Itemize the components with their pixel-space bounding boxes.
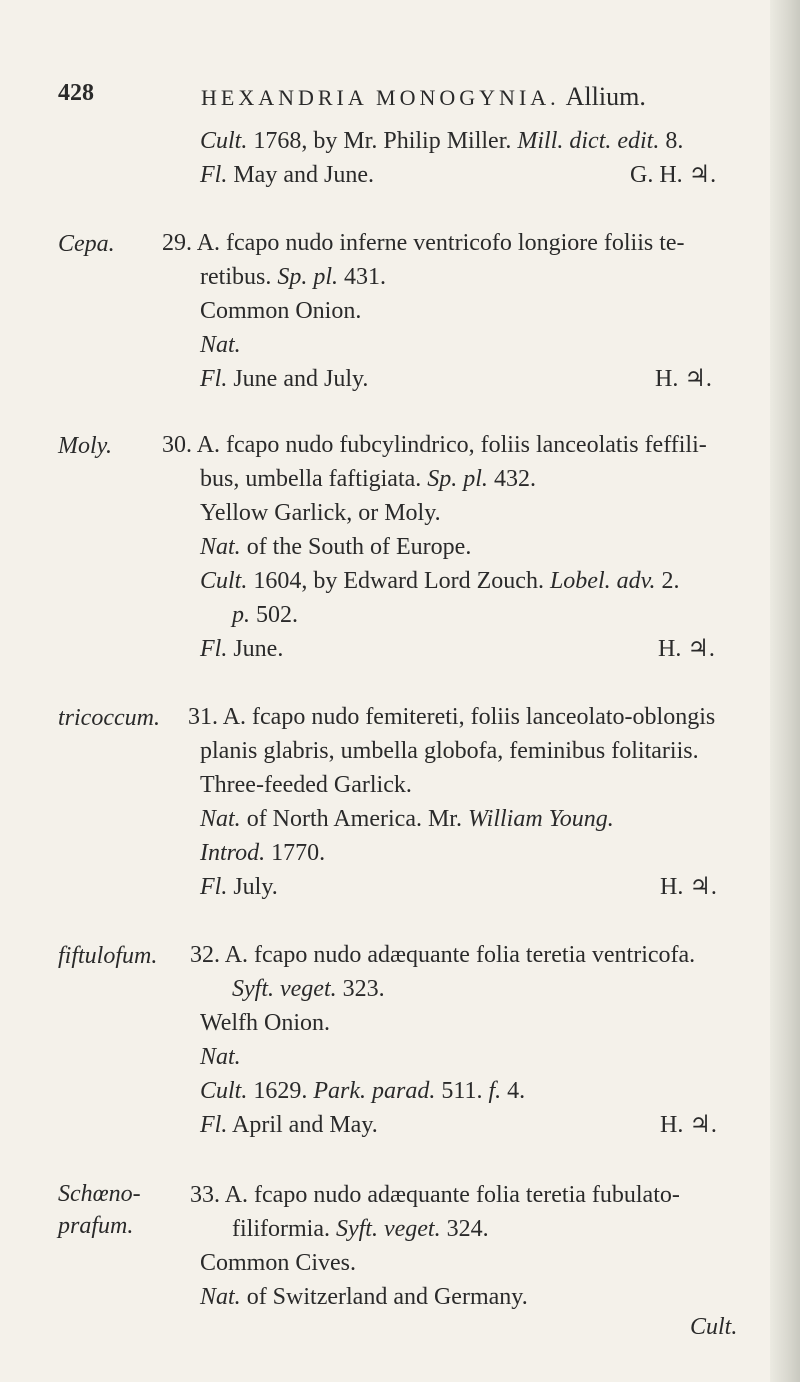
page-edge (770, 0, 800, 1382)
entry-31-desc: 31. A. fcapo nudo femitereti, foliis lanceolato-oblongis (188, 704, 716, 730)
entry-31-fl: Fl. July. (200, 874, 278, 900)
entry-29-fl: Fl. June and July. (200, 366, 369, 392)
entry-29-desc: 29. A. fcapo nudo inferne ventricofo longiore foliis te- (162, 230, 685, 256)
page-number: 428 (58, 80, 94, 106)
entry-29-common: Common Onion. (200, 298, 362, 324)
entry-31-nat: Nat. of North America. Mr. William Young. (200, 806, 614, 832)
margin-name-schoenoprasum-2: prafum. (58, 1213, 134, 1239)
entry-30-cult-page: p. 502. (232, 602, 298, 628)
margin-name-cepa: Cepa. (58, 231, 115, 257)
entry-33-nat: Nat. of Switzerland and Germany. (200, 1284, 528, 1310)
top-cult-line: Cult. 1768, by Mr. Philip Miller. Mill. dict. edit. 8. (200, 128, 684, 154)
entry-30-common: Yellow Garlick, or Moly. (200, 500, 441, 526)
top-habitat: G. H. ♃. (630, 162, 717, 188)
margin-name-schoenoprasum-1: Schœno- (58, 1181, 141, 1207)
top-fl-line: Fl. May and June. (200, 162, 374, 188)
entry-33-desc-cont: filiformia. Syft. veget. 324. (232, 1216, 489, 1242)
entry-32-fl: Fl. April and May. (200, 1112, 378, 1138)
entry-30-fl: Fl. June. (200, 636, 284, 662)
entry-30-desc-cont: bus, umbella faftigiata. Sp. pl. 432. (200, 466, 536, 492)
entry-32-nat: Nat. (200, 1044, 241, 1070)
catchword: Cult. (690, 1314, 738, 1340)
entry-33-desc: 33. A. fcapo nudo adæquante folia teretia fubulato- (190, 1182, 680, 1208)
entry-31-introd: Introd. 1770. (200, 840, 326, 866)
margin-name-moly: Moly. (58, 433, 112, 459)
entry-31-habitat: H. ♃. (660, 874, 717, 900)
entry-32-cult: Cult. 1629. Park. parad. 511. f. 4. (200, 1078, 526, 1104)
entry-29-habitat: H. ♃. (655, 366, 712, 392)
entry-30-nat: Nat. of the South of Europe. (200, 534, 472, 560)
entry-32-desc: 32. A. fcapo nudo adæquante folia teretia ventricofa. (190, 942, 696, 968)
entry-32-habitat: H. ♃. (660, 1112, 717, 1138)
running-header (58, 80, 758, 116)
entry-29-nat: Nat. (200, 332, 241, 358)
entry-33-common: Common Cives. (200, 1250, 357, 1276)
entry-31-common: Three-feeded Garlick. (200, 772, 412, 798)
genus-name: Allium. (565, 82, 646, 111)
entry-32-common: Welfh Onion. (200, 1010, 331, 1036)
entry-32-ref: Syft. veget. 323. (232, 976, 385, 1002)
entry-30-cult: Cult. 1604, by Edward Lord Zouch. Lobel. adv. 2. (200, 568, 680, 594)
class-order: HEXANDRIA MONOGYNIA. (201, 85, 560, 110)
entry-30-habitat: H. ♃. (658, 636, 715, 662)
entry-30-desc: 30. A. fcapo nudo fubcylindrico, foliis lanceolatis feffili- (162, 432, 707, 458)
entry-31-desc-cont: planis glabris, umbella globofa, feminibus folitariis. (200, 738, 699, 764)
running-title (201, 82, 646, 112)
margin-name-fistulosum: fiftulofum. (58, 943, 158, 969)
entry-29-desc-cont: retibus. Sp. pl. 431. (200, 264, 386, 290)
margin-name-tricoccum: tricoccum. (58, 705, 160, 731)
